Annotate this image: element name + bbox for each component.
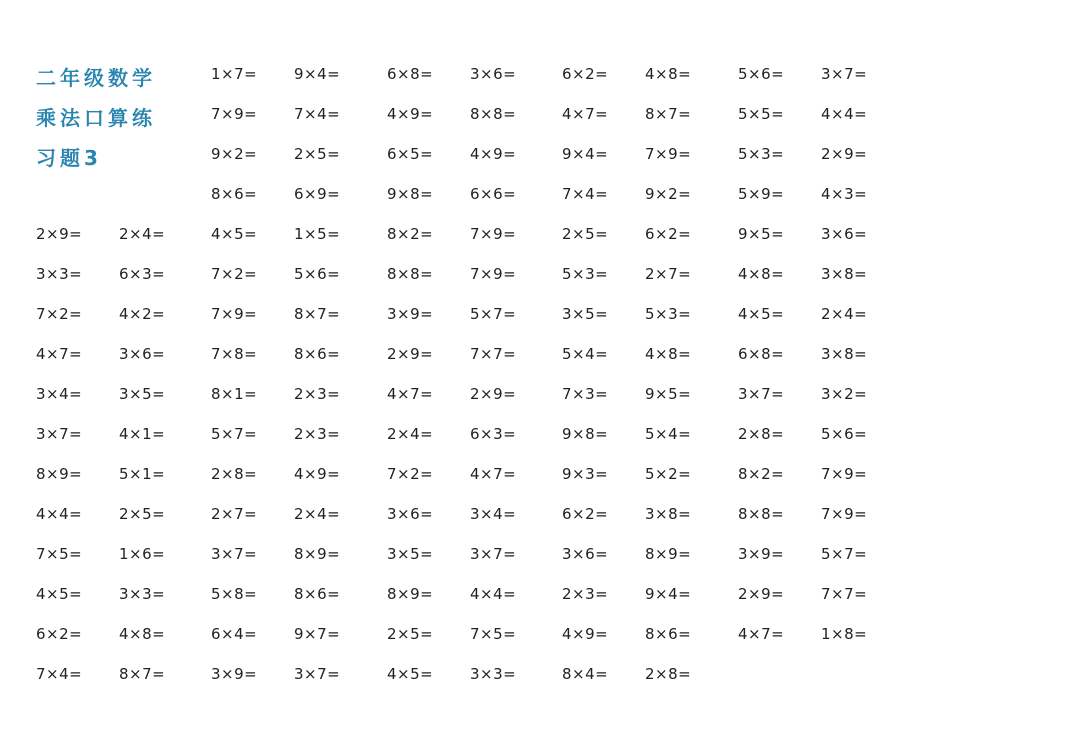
multiplication-problem: 5×7= — [211, 425, 258, 443]
multiplication-problem: 7×9= — [470, 265, 517, 283]
multiplication-problem: 8×8= — [738, 505, 785, 523]
multiplication-problem: 7×5= — [36, 545, 83, 563]
multiplication-problem: 8×7= — [645, 105, 692, 123]
multiplication-problem: 7×9= — [470, 225, 517, 243]
multiplication-problem: 4×4= — [36, 505, 83, 523]
multiplication-problem: 3×6= — [119, 345, 166, 363]
multiplication-problem: 5×6= — [294, 265, 341, 283]
multiplication-problem: 9×5= — [645, 385, 692, 403]
multiplication-problem: 7×9= — [211, 105, 258, 123]
multiplication-problem: 3×7= — [821, 65, 868, 83]
multiplication-problem: 9×5= — [738, 225, 785, 243]
multiplication-problem: 6×2= — [36, 625, 83, 643]
multiplication-problem: 5×7= — [470, 305, 517, 323]
multiplication-problem: 3×6= — [470, 65, 517, 83]
multiplication-problem: 8×2= — [738, 465, 785, 483]
multiplication-problem: 9×3= — [562, 465, 609, 483]
multiplication-problem: 7×5= — [470, 625, 517, 643]
multiplication-problem: 3×6= — [387, 505, 434, 523]
multiplication-problem: 2×3= — [562, 585, 609, 603]
title-line-3: 习题3 — [36, 146, 102, 170]
multiplication-problem: 7×2= — [211, 265, 258, 283]
multiplication-problem: 7×2= — [36, 305, 83, 323]
multiplication-problem: 8×9= — [387, 585, 434, 603]
multiplication-problem: 7×8= — [211, 345, 258, 363]
multiplication-problem: 2×4= — [387, 425, 434, 443]
multiplication-problem: 4×9= — [470, 145, 517, 163]
multiplication-problem: 2×3= — [294, 425, 341, 443]
multiplication-problem: 6×9= — [294, 185, 341, 203]
multiplication-problem: 2×8= — [211, 465, 258, 483]
multiplication-problem: 4×9= — [387, 105, 434, 123]
multiplication-problem: 3×7= — [470, 545, 517, 563]
multiplication-problem: 7×3= — [562, 385, 609, 403]
multiplication-problem: 7×4= — [562, 185, 609, 203]
multiplication-problem: 5×6= — [821, 425, 868, 443]
multiplication-problem: 5×4= — [645, 425, 692, 443]
multiplication-problem: 4×5= — [36, 585, 83, 603]
multiplication-problem: 2×3= — [294, 385, 341, 403]
multiplication-problem: 4×8= — [119, 625, 166, 643]
multiplication-problem: 3×3= — [119, 585, 166, 603]
multiplication-problem: 5×8= — [211, 585, 258, 603]
multiplication-problem: 9×7= — [294, 625, 341, 643]
multiplication-problem: 3×9= — [211, 665, 258, 683]
multiplication-problem: 5×2= — [645, 465, 692, 483]
multiplication-problem: 1×5= — [294, 225, 341, 243]
multiplication-problem: 6×4= — [211, 625, 258, 643]
multiplication-problem: 6×5= — [387, 145, 434, 163]
multiplication-problem: 4×2= — [119, 305, 166, 323]
multiplication-problem: 4×5= — [738, 305, 785, 323]
multiplication-problem: 3×8= — [821, 345, 868, 363]
multiplication-problem: 8×6= — [294, 585, 341, 603]
multiplication-problem: 3×5= — [119, 385, 166, 403]
multiplication-problem: 2×9= — [821, 145, 868, 163]
multiplication-problem: 5×3= — [738, 145, 785, 163]
multiplication-problem: 8×6= — [294, 345, 341, 363]
multiplication-problem: 4×8= — [645, 345, 692, 363]
multiplication-problem: 4×5= — [211, 225, 258, 243]
multiplication-problem: 5×7= — [821, 545, 868, 563]
multiplication-problem: 9×4= — [645, 585, 692, 603]
multiplication-problem: 8×9= — [36, 465, 83, 483]
multiplication-problem: 8×1= — [211, 385, 258, 403]
multiplication-problem: 5×6= — [738, 65, 785, 83]
multiplication-problem: 2×7= — [211, 505, 258, 523]
multiplication-problem: 5×1= — [119, 465, 166, 483]
multiplication-problem: 4×8= — [738, 265, 785, 283]
multiplication-problem: 4×8= — [645, 65, 692, 83]
multiplication-problem: 6×3= — [119, 265, 166, 283]
multiplication-problem: 4×7= — [470, 465, 517, 483]
multiplication-problem: 8×9= — [294, 545, 341, 563]
multiplication-problem: 3×5= — [562, 305, 609, 323]
multiplication-problem: 4×7= — [36, 345, 83, 363]
multiplication-problem: 8×7= — [294, 305, 341, 323]
multiplication-problem: 6×3= — [470, 425, 517, 443]
multiplication-problem: 7×4= — [294, 105, 341, 123]
worksheet-title — [36, 58, 206, 178]
multiplication-problem: 3×4= — [36, 385, 83, 403]
multiplication-problem: 8×6= — [645, 625, 692, 643]
multiplication-problem: 7×9= — [821, 465, 868, 483]
multiplication-problem: 7×9= — [211, 305, 258, 323]
multiplication-problem: 8×2= — [387, 225, 434, 243]
multiplication-problem: 3×3= — [470, 665, 517, 683]
multiplication-problem: 2×7= — [645, 265, 692, 283]
multiplication-problem: 2×5= — [119, 505, 166, 523]
multiplication-problem: 5×5= — [738, 105, 785, 123]
multiplication-problem: 6×8= — [738, 345, 785, 363]
multiplication-problem: 1×7= — [211, 65, 258, 83]
multiplication-problem: 8×6= — [211, 185, 258, 203]
multiplication-problem: 3×2= — [821, 385, 868, 403]
multiplication-problem: 6×2= — [562, 505, 609, 523]
multiplication-problem: 9×2= — [645, 185, 692, 203]
multiplication-problem: 4×4= — [470, 585, 517, 603]
multiplication-problem: 3×4= — [470, 505, 517, 523]
multiplication-problem: 3×8= — [645, 505, 692, 523]
multiplication-problem: 5×3= — [562, 265, 609, 283]
multiplication-problem: 6×2= — [645, 225, 692, 243]
multiplication-problem: 2×5= — [294, 145, 341, 163]
multiplication-problem: 8×8= — [470, 105, 517, 123]
multiplication-problem: 4×7= — [562, 105, 609, 123]
multiplication-problem: 5×3= — [645, 305, 692, 323]
multiplication-problem: 4×9= — [562, 625, 609, 643]
multiplication-problem: 2×8= — [645, 665, 692, 683]
multiplication-problem: 9×4= — [294, 65, 341, 83]
multiplication-problem: 3×9= — [387, 305, 434, 323]
multiplication-problem: 3×3= — [36, 265, 83, 283]
multiplication-problem: 2×9= — [738, 585, 785, 603]
multiplication-problem: 9×2= — [211, 145, 258, 163]
multiplication-problem: 4×9= — [294, 465, 341, 483]
multiplication-problem: 7×7= — [470, 345, 517, 363]
multiplication-problem: 6×2= — [562, 65, 609, 83]
multiplication-problem: 7×2= — [387, 465, 434, 483]
multiplication-problem: 3×6= — [562, 545, 609, 563]
multiplication-problem: 2×9= — [387, 345, 434, 363]
multiplication-problem: 3×7= — [211, 545, 258, 563]
multiplication-problem: 3×7= — [36, 425, 83, 443]
multiplication-problem: 2×4= — [821, 305, 868, 323]
multiplication-problem: 4×1= — [119, 425, 166, 443]
multiplication-problem: 4×5= — [387, 665, 434, 683]
multiplication-problem: 5×4= — [562, 345, 609, 363]
multiplication-problem: 9×4= — [562, 145, 609, 163]
multiplication-problem: 8×9= — [645, 545, 692, 563]
multiplication-problem: 2×4= — [294, 505, 341, 523]
multiplication-problem: 2×9= — [470, 385, 517, 403]
multiplication-problem: 2×5= — [387, 625, 434, 643]
multiplication-problem: 9×8= — [387, 185, 434, 203]
title-line-2: 乘法口算练 — [36, 106, 156, 130]
multiplication-problem: 3×7= — [294, 665, 341, 683]
multiplication-problem: 3×8= — [821, 265, 868, 283]
multiplication-problem: 8×7= — [119, 665, 166, 683]
multiplication-problem: 2×9= — [36, 225, 83, 243]
multiplication-problem: 7×9= — [821, 505, 868, 523]
multiplication-problem: 3×6= — [821, 225, 868, 243]
multiplication-problem: 9×8= — [562, 425, 609, 443]
multiplication-problem: 3×7= — [738, 385, 785, 403]
multiplication-problem: 4×4= — [821, 105, 868, 123]
multiplication-problem: 7×7= — [821, 585, 868, 603]
multiplication-problem: 2×4= — [119, 225, 166, 243]
multiplication-problem: 8×4= — [562, 665, 609, 683]
multiplication-problem: 6×8= — [387, 65, 434, 83]
multiplication-problem: 4×7= — [387, 385, 434, 403]
multiplication-problem: 6×6= — [470, 185, 517, 203]
multiplication-problem: 1×8= — [821, 625, 868, 643]
multiplication-problem: 3×5= — [387, 545, 434, 563]
multiplication-problem: 7×4= — [36, 665, 83, 683]
multiplication-problem: 3×9= — [738, 545, 785, 563]
multiplication-problem: 7×9= — [645, 145, 692, 163]
multiplication-problem: 2×5= — [562, 225, 609, 243]
multiplication-problem: 4×7= — [738, 625, 785, 643]
multiplication-problem: 5×9= — [738, 185, 785, 203]
title-line-1: 二年级数学 — [36, 66, 156, 90]
multiplication-problem: 4×3= — [821, 185, 868, 203]
multiplication-problem: 1×6= — [119, 545, 166, 563]
multiplication-problem: 8×8= — [387, 265, 434, 283]
multiplication-problem: 2×8= — [738, 425, 785, 443]
